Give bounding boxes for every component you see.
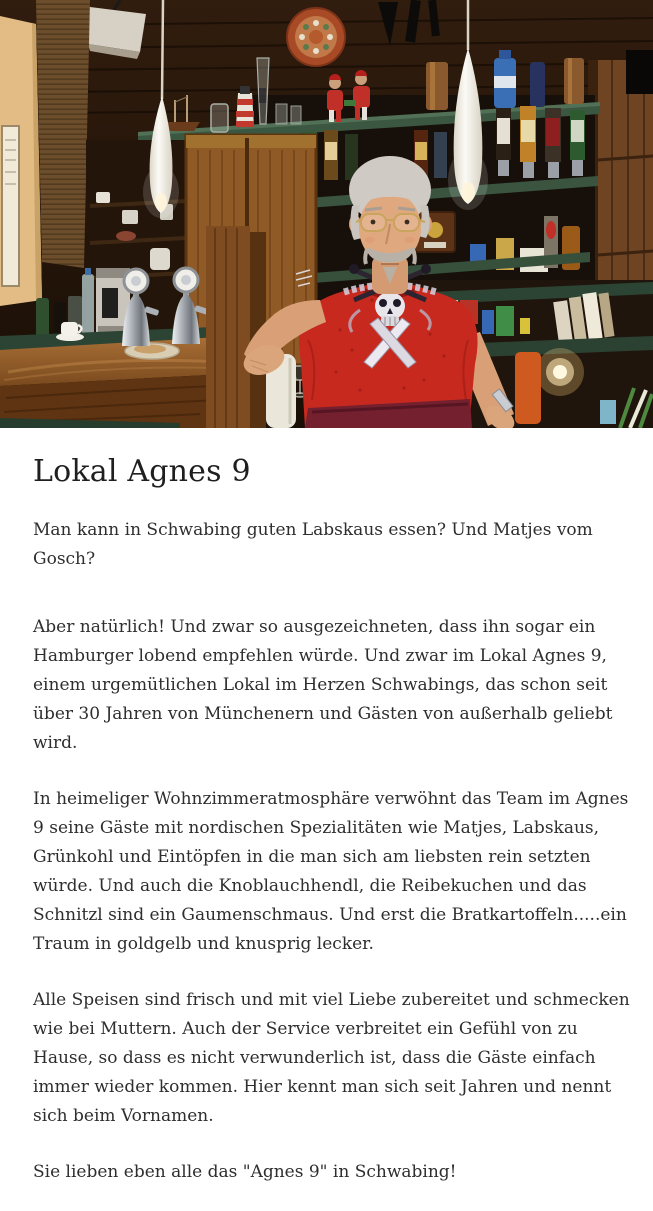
article-paragraph-3: Alle Speisen sind frisch und mit viel Liebe zubereitet und schmecken wie bei Muttern. Auch der Service verbreitet ein Gefühl von zu Hause, so dass es nicht verwunderlich ist, dass die Gäste einfach immer wieder kommen. Hier kennt man sich seit Jahren und nennt sich beim Vornamen. — [33, 990, 630, 1126]
page-title: Lokal Agnes 9 — [33, 454, 251, 489]
article-paragraph-4: Sie lieben eben alle das "Agnes 9" in Schwabing! — [33, 1162, 457, 1182]
article-paragraph-1: Aber natürlich! Und zwar so ausgezeichneten, dass ihn sogar ein Hamburger lobend empfehlen würde. Und zwar im Lokal Agnes 9, einem urgemütlichen Lokal im Herzen Schwabings, das schon seit über 30 Jahren von Münchenern und Gästen von außerhalb geliebt wird. — [33, 617, 613, 753]
article-paragraph-2: In heimeliger Wohnzimmeratmosphäre verwöhnt das Team im Agnes 9 seine Gäste mit nordischen Spezialitäten wie Matjes, Labskaus, Grünkohl und Eintöpfen in die man sich am liebsten rein setzten würde. Und auch die Knoblauchhendl, die Reibekuchen und das Schnitzl sind ein Gaumenschmaus. Und erst die Bratkartoffeln.....ein Traum in goldgelb und knusprig lecker. — [33, 789, 629, 954]
left-wall — [0, 0, 90, 306]
bar-interior-photo — [0, 0, 653, 428]
bamboo-blind — [36, 0, 90, 268]
dark-corner-box — [626, 50, 653, 94]
wall-plate-decor — [287, 8, 345, 66]
bar-scene-illustration — [0, 0, 653, 428]
bar-corner-post — [206, 226, 266, 428]
article-intro: Man kann in Schwabing guten Labskaus essen? Und Matjes vom Gosch? — [33, 520, 593, 569]
article-content — [0, 428, 653, 1211]
